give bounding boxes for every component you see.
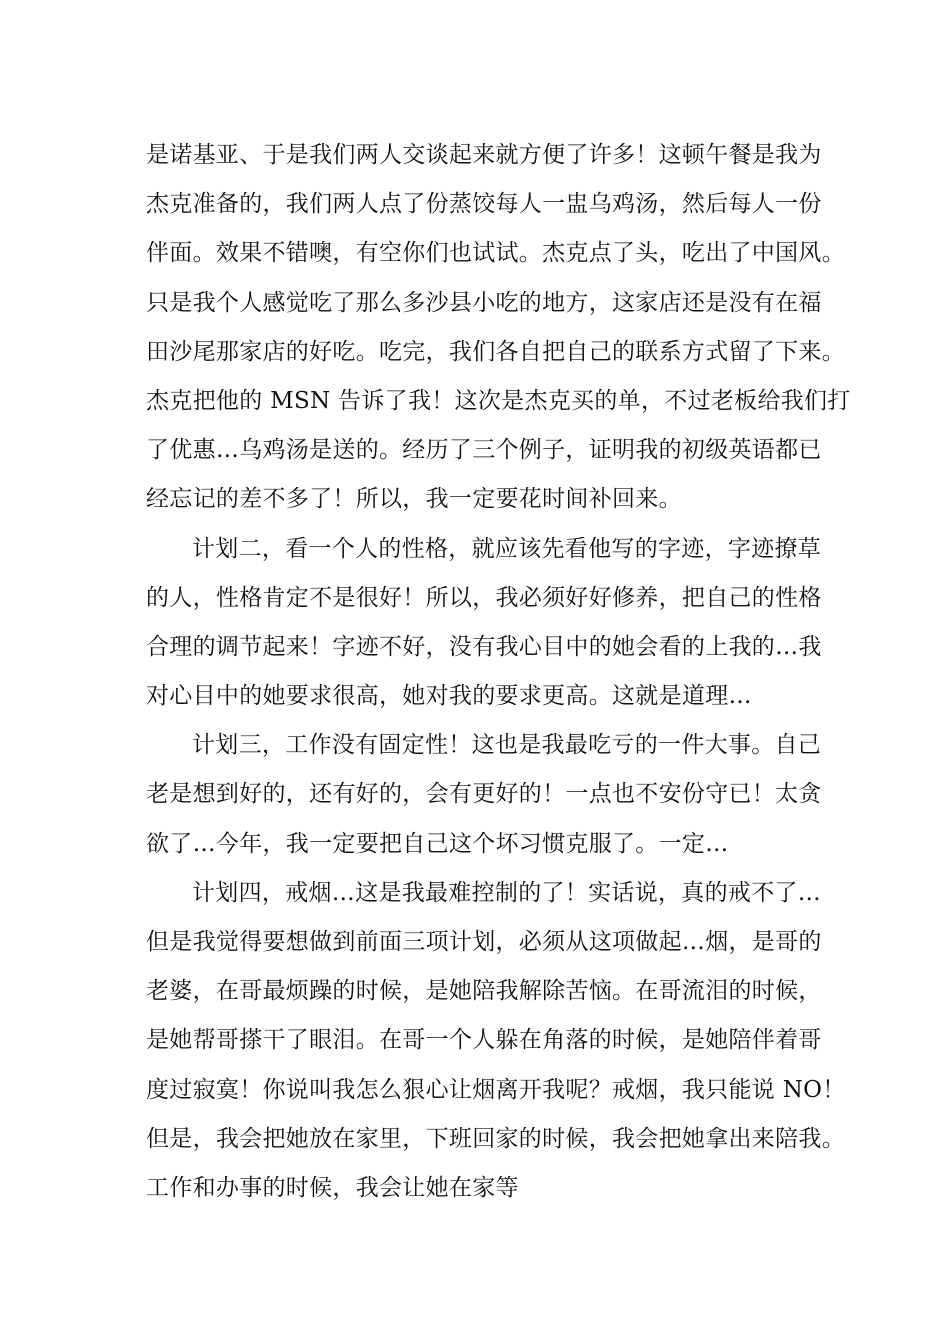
text-line: 伴面。效果不错噢，有空你们也试试。杰克点了头，吃出了中国风。 xyxy=(146,240,845,267)
text-line: 田沙尾那家店的好吃。吃完，我们各自把自己的联系方式留了下来。 xyxy=(146,338,845,365)
text-line: 是她帮哥搽干了眼泪。在哥一个人躲在角落的时候，是她陪伴着哥 xyxy=(146,1027,822,1054)
text-line: 对心目中的她要求很高，她对我的要求更高。这就是道理… xyxy=(146,683,752,710)
text-line: 杰克准备的，我们两人点了份蒸饺每人一盅乌鸡汤，然后每人一份 xyxy=(146,191,822,218)
paragraph-start-line: 计划二，看一个人的性格，就应该先看他写的字迹，字迹撩草 xyxy=(192,535,822,562)
text-line: 欲了…今年，我一定要把自己这个坏习惯克服了。一定… xyxy=(146,830,729,857)
body-text xyxy=(146,131,851,1213)
text-line: 度过寂寞！你说叫我怎么狠心让烟离开我呢？戒烟，我只能说 NO！ xyxy=(146,1076,846,1103)
text-line: 经忘记的差不多了！所以，我一定要花时间补回来。 xyxy=(146,486,682,513)
text-line: 是诺基亚、于是我们两人交谈起来就方便了许多！这顿午餐是我为 xyxy=(146,142,822,168)
text-line: 了优惠…乌鸡汤是送的。经历了三个例子，证明我的初级英语都已 xyxy=(146,437,822,464)
text-line: 但是，我会把她放在家里，下班回家的时候，我会把她拿出来陪我。 xyxy=(146,1125,845,1152)
text-line: 但是我觉得要想做到前面三项计划，必须从这项做起…烟，是哥的 xyxy=(146,929,822,955)
text-line: 老是想到好的，还有好的，会有更好的！一点也不安份守已！太贪 xyxy=(146,781,822,808)
text-line: 合理的调节起来！字迹不好，没有我心目中的她会看的上我的…我 xyxy=(146,633,822,660)
paragraph-start-line: 计划四，戒烟…这是我最难控制的了！实话说，真的戒不了… xyxy=(192,879,822,906)
paragraph-start-line: 计划三，工作没有固定性！这也是我最吃亏的一件大事。自己 xyxy=(192,732,822,759)
text-line: 杰克把他的 MSN 告诉了我！这次是杰克买的单，不过老板给我们打 xyxy=(146,387,851,414)
text-line: 工作和办事的时候，我会让她在家等 xyxy=(146,1174,519,1201)
text-line: 老婆，在哥最烦躁的时候，是她陪我解除苦恼。在哥流泪的时候， xyxy=(146,978,822,1005)
text-line: 只是我个人感觉吃了那么多沙县小吃的地方，这家店还是没有在福 xyxy=(146,289,822,316)
text-line: 的人，性格肯定不是很好！所以，我必须好好修养，把自己的性格 xyxy=(146,584,822,611)
